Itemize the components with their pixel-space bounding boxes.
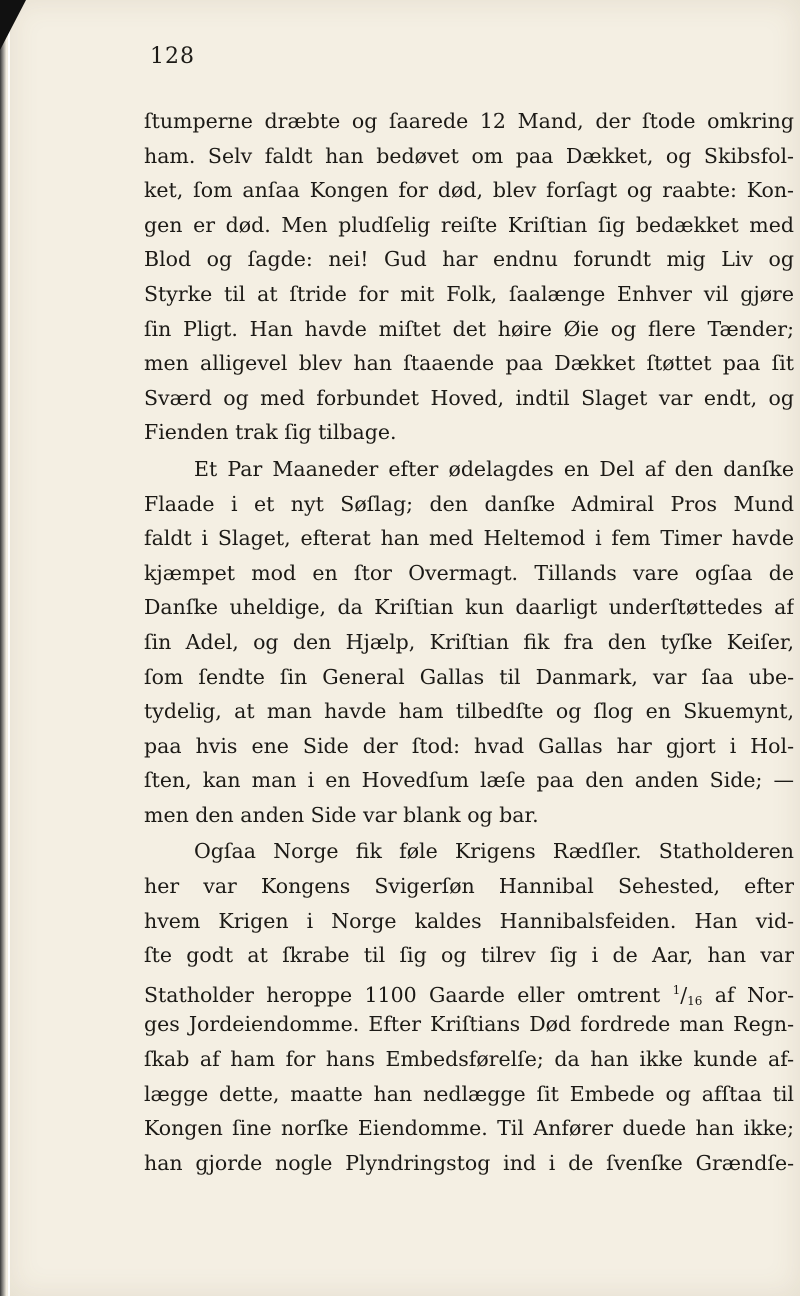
- text-line: Flaade i et nyt Søſlag; den danſke Admiral Pros Mund: [144, 491, 794, 516]
- text-line: Blod og ſagde: nei! Gud har endnu forundt mig Liv og: [144, 247, 794, 272]
- text-line: Kongen ſine norſke Eiendomme. Til Anfører duede han ikke;: [144, 1116, 794, 1141]
- body-text: [144, 104, 794, 1180]
- text-line: ſin Adel, og den Hjælp, Kriſtian fik fra den tyſke Keiſer,: [144, 629, 794, 654]
- page-left-edge: [0, 0, 8, 1296]
- text-line: Sværd og med forbundet Hoved, indtil Slaget var endt, og: [144, 385, 794, 410]
- text-line: tydelig, at man havde ham tilbedſte og ſlog en Skuemynt,: [144, 699, 794, 724]
- text-line: ſte godt at ſkrabe til ſig og tilrev ſig i de Aar, han var: [144, 943, 794, 968]
- text-span: af Nor-: [702, 982, 794, 1007]
- paragraph-start: Et Par Maaneder efter ødelagdes en Del af den danſke: [194, 456, 794, 481]
- fraction-denominator: 16: [687, 993, 703, 1008]
- text-line: gen er død. Men pludſelig reiſte Kriſtian ſig bedækket med: [144, 212, 794, 237]
- text-line: lægge dette, maatte han nedlægge ſit Embede og afſtaa til: [144, 1081, 794, 1106]
- text-line: ſtumperne dræbte og ſaarede 12 Mand, der ſtode omkring: [144, 109, 794, 133]
- text-line: ſkab af ham for hans Embedsførelſe; da han ikke kunde af-: [144, 1047, 794, 1072]
- text-line: ges Jordeiendomme. Efter Kriſtians Død fordrede man Regn-: [144, 1012, 794, 1037]
- paragraph-start: Ogſaa Norge fik føle Krigens Rædſler. Statholderen: [194, 839, 794, 864]
- text-line: ket, ſom anſaa Kongen for død, blev forſagt og raabte: Kon-: [144, 178, 794, 203]
- text-line-fraction: [144, 973, 794, 1008]
- text-line: Danſke uheldige, da Kriſtian kun daarligt underſtøttedes af: [144, 595, 794, 620]
- torn-corner: [0, 0, 26, 50]
- text-line: paa hvis ene Side der ſtod: hvad Gallas har gjort i Hol-: [144, 733, 794, 758]
- text-line: ham. Selv faldt han bedøvet om paa Dækket, og Skibsfol-: [144, 143, 794, 168]
- text-line: faldt i Slaget, efterat han med Heltemod i fem Timer havde: [144, 526, 794, 551]
- text-line: hvem Krigen i Norge kaldes Hannibalsfeiden. Han vid-: [144, 908, 794, 933]
- fraction-slash: /: [680, 982, 688, 1007]
- page-number: 128: [150, 44, 195, 69]
- text-line: men den anden Side var blank og bar.: [144, 802, 539, 827]
- text-line: ſin Pligt. Han havde miſtet det høire Øie og flere Tænder;: [144, 316, 794, 341]
- text-line: Fienden trak ſig tilbage.: [144, 420, 397, 445]
- text-line: han gjorde nogle Plyndringstog ind i de ſvenſke Grændſe-: [144, 1150, 794, 1175]
- text-line: Styrke til at ſtride for mit Folk, ſaalænge Enhver vil gjøre: [144, 281, 794, 306]
- text-line: kjæmpet mod en ſtor Overmagt. Tillands vare ogſaa de: [144, 560, 794, 585]
- fraction-numerator: 1: [672, 982, 681, 997]
- text-line: her var Kongens Svigerſøn Hannibal Sehested, efter: [144, 874, 794, 899]
- text-line: ſom ſendte ſin General Gallas til Danmark, var ſaa ube-: [144, 664, 794, 689]
- text-span: Statholder heroppe 1100 Gaarde eller omtrent: [144, 982, 673, 1007]
- text-line: men alligevel blev han ſtaaende paa Dækket ſtøttet paa ſit: [144, 351, 794, 376]
- text-line: ſten, kan man i en Hovedſum læſe paa den anden Side; —: [144, 768, 794, 793]
- book-page: [10, 0, 800, 1296]
